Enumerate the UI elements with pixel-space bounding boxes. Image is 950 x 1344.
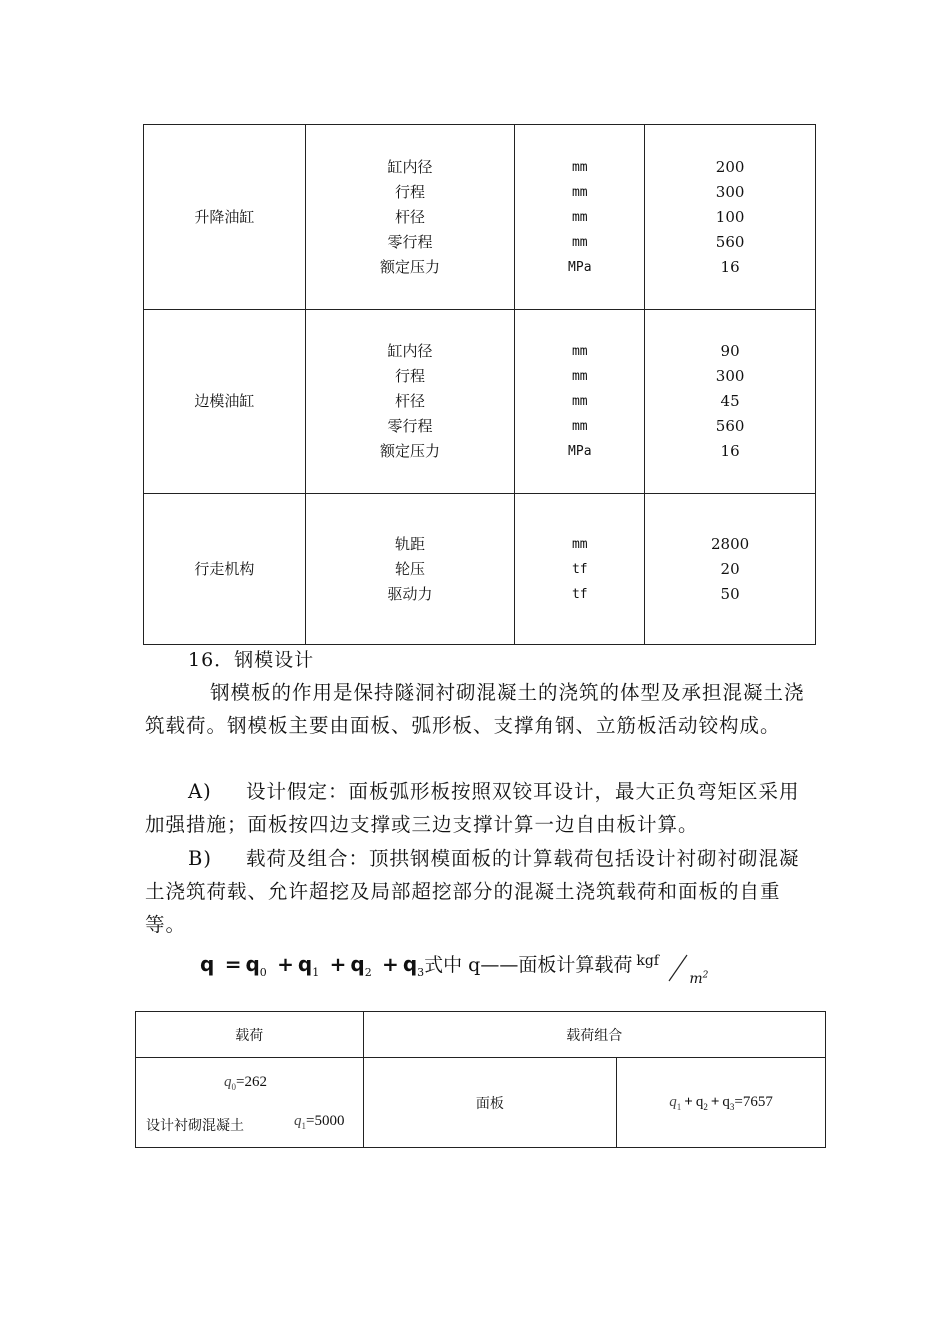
table-row [144,310,816,494]
unit-label: tf [571,586,588,602]
value-label: 560 [715,417,745,435]
param-label: 缸内径 [387,342,433,360]
combo-plus: + [710,1093,720,1110]
header-load: 载荷 [136,1012,364,1058]
table-header-row [136,1012,826,1058]
value-list [645,310,816,494]
formula-subscript: 1 [312,966,320,979]
value-label: 300 [715,182,745,201]
section-heading: 16．钢模设计 [188,649,315,671]
unit-label: MPa [568,444,592,459]
table-row [144,125,816,310]
formula-symbol: q [297,952,313,976]
group-name: 边模油缸 [144,310,306,494]
paragraph [145,842,810,941]
fraction-slash-icon [665,953,689,983]
formula-operator: = [224,952,242,976]
param-label: 零行程 [387,232,433,251]
unit-label: mm [571,184,588,200]
q0-number: =262 [236,1074,267,1090]
value-label: 50 [720,584,740,603]
combo-q3: $q_3$ [722,1093,735,1112]
formula-symbol: q [350,952,365,976]
combo-q2: $q_2$ [695,1093,708,1112]
q0-value [224,1074,267,1092]
load-cell-content [136,1058,363,1147]
item-tag: B) [188,847,212,870]
paragraph-text: 设计假定：面板弧形板按照双铰耳设计，最大正负弯矩区采用加强措施；面板按四边支撑或三边支撑计算一边自由板计算。 [145,780,800,836]
value-label: 300 [715,367,745,385]
param-label: 额定压力 [380,257,441,276]
unit-denominator [689,971,708,987]
param-list [305,310,515,494]
combination-cell [617,1058,826,1148]
param-label: 缸内径 [387,157,433,176]
value-label: 2800 [711,534,750,553]
unit-label: mm [571,344,588,359]
formula-symbol: q [200,952,215,976]
value-label: 16 [720,257,740,276]
paragraph-text: 载荷及组合：顶拱钢模面板的计算载荷包括设计衬砌衬砌混凝土浇筑荷载、允许超挖及局部超挖部分的混凝土浇筑载荷和面板的自重等。 [145,847,800,936]
unit-numerator: kgf [636,953,659,969]
unit-label: mm [571,394,588,409]
formula-operator: + [382,952,399,976]
unit-label: mm [571,536,588,552]
formula-subscript: 3 [417,966,425,979]
unit-label: mm [571,159,588,175]
q1-subscript: 1 [301,1121,306,1131]
cylinder-spec-table [143,124,816,645]
paragraph [145,775,810,841]
unit-list [515,125,645,310]
unit-label: mm [571,419,588,434]
paragraph: 钢模板的作用是保持隧洞衬砌混凝土的浇筑的体型及承担混凝土浇筑载荷。钢模板主要由面板、弧形板、支撑角钢、立筋板活动铰构成。 [145,681,805,737]
unit-label: mm [571,209,588,225]
value-label: 16 [720,442,740,460]
load-cell [136,1058,364,1148]
value-label: 100 [715,207,745,226]
group-name: 升降油缸 [144,125,306,310]
load-formula [200,950,708,990]
q1-symbol: q [294,1113,302,1129]
q1-number: =5000 [306,1113,345,1129]
unit-denominator-base: m [689,971,703,987]
formula-operator: + [277,952,294,976]
value-label: 560 [715,232,745,251]
q0-subscript: 0 [231,1082,236,1092]
group-name: 行走机构 [144,494,306,645]
q0-symbol: q [224,1074,232,1090]
combo-q1: $q_1$ [669,1093,682,1112]
param-label: 杆径 [395,392,426,410]
combo-plus: + [684,1093,693,1110]
value-label: 45 [720,392,740,410]
param-label: 额定压力 [380,442,441,460]
formula-subscript: 0 [259,966,267,979]
value-list [645,494,816,645]
formula-symbol: q [402,952,418,976]
table-row [136,1058,826,1148]
formula-description: 式中 q——面板计算载荷 [424,954,633,976]
unit-label: mm [571,234,588,250]
param-label: 杆径 [395,207,426,226]
item-tag: A) [188,780,212,803]
combo-value: =7657 [734,1093,773,1110]
unit-label: tf [571,561,588,577]
load-combination-table [135,1011,826,1148]
param-label: 行程 [395,182,426,201]
param-list [305,494,515,645]
table-row [144,494,816,645]
header-combination: 载荷组合 [363,1012,825,1058]
load-row-label: 设计衬砌混凝土 [146,1118,244,1134]
value-label: 90 [720,342,740,360]
formula-operator: + [329,952,347,976]
param-label: 轨距 [395,534,426,553]
param-list [305,125,515,310]
value-label: 20 [720,559,740,578]
q1-value [294,1113,344,1131]
unit-label: MPa [568,259,592,275]
panel-cell: 面板 [363,1058,617,1148]
unit-list [515,310,645,494]
formula-subscript: 2 [364,966,372,979]
value-list [645,125,816,310]
unit-exponent: 2 [702,970,709,981]
formula-symbol: q [245,952,260,976]
value-label: 200 [715,157,745,176]
param-label: 零行程 [387,417,433,435]
unit-list [515,494,645,645]
unit-label: mm [571,369,588,384]
param-label: 驱动力 [387,584,433,603]
param-label: 行程 [395,367,426,385]
param-label: 轮压 [395,559,426,578]
